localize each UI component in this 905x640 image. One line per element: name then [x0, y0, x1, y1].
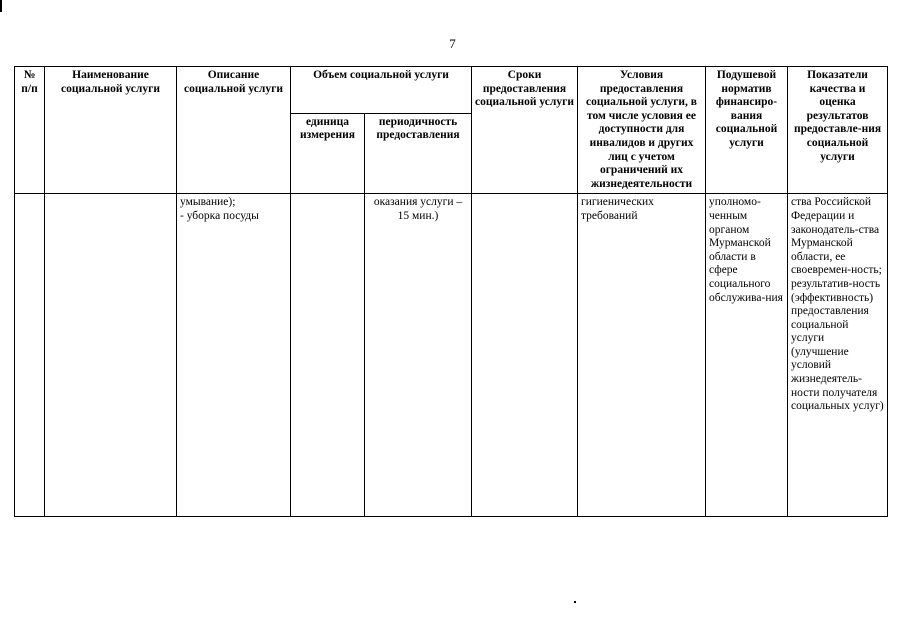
header-description: Описание социальной услуги	[177, 67, 291, 194]
scan-edge-mark	[0, 0, 2, 12]
header-quality: Показатели качества и оценка результатов предоставле-ния социальной услуги	[788, 67, 888, 194]
header-service-name: Наименование социальной услуги	[45, 67, 177, 194]
header-terms: Сроки предоставления социальной услуги	[472, 67, 578, 194]
header-conditions: Условия предоставления социальной услуги, в том числе условия ее доступности для инвалидов и других лиц с учетом ограничений их жизнедеятельности	[578, 67, 706, 194]
scan-dot-mark	[574, 601, 576, 603]
cell-num	[15, 194, 45, 517]
header-row	[15, 67, 888, 114]
cell-service-name	[45, 194, 177, 517]
services-table	[14, 66, 888, 517]
cell-quality: ства Российской Федерации и законодатель-ства Мурманской области, ее своевремен-ность; результатив-ность (эффективность) предоставления социальной услуги (улучшение условий жизнедеятель-ности получателя социальных услуг)	[788, 194, 888, 517]
cell-volume-periodicity: оказания услуги – 15 мин.)	[365, 194, 472, 517]
cell-conditions: гигиенических требований	[578, 194, 706, 517]
cell-terms	[472, 194, 578, 517]
header-volume-periodicity: периодичность предоставления	[365, 113, 472, 194]
cell-norm: уполномо-ченным органом Мурманской области в сфере социального обслужива-ния	[706, 194, 788, 517]
table-row	[15, 194, 888, 517]
header-volume: Объем социальной услуги	[291, 67, 472, 114]
cell-volume-unit	[291, 194, 365, 517]
page-number: 7	[449, 36, 456, 51]
header-volume-unit: единица измерения	[291, 113, 365, 194]
cell-description: умывание); - уборка посуды	[177, 194, 291, 517]
header-norm: Подушевой норматив финансиро-вания социальной услуги	[706, 67, 788, 194]
header-num: № п/п	[15, 67, 45, 194]
